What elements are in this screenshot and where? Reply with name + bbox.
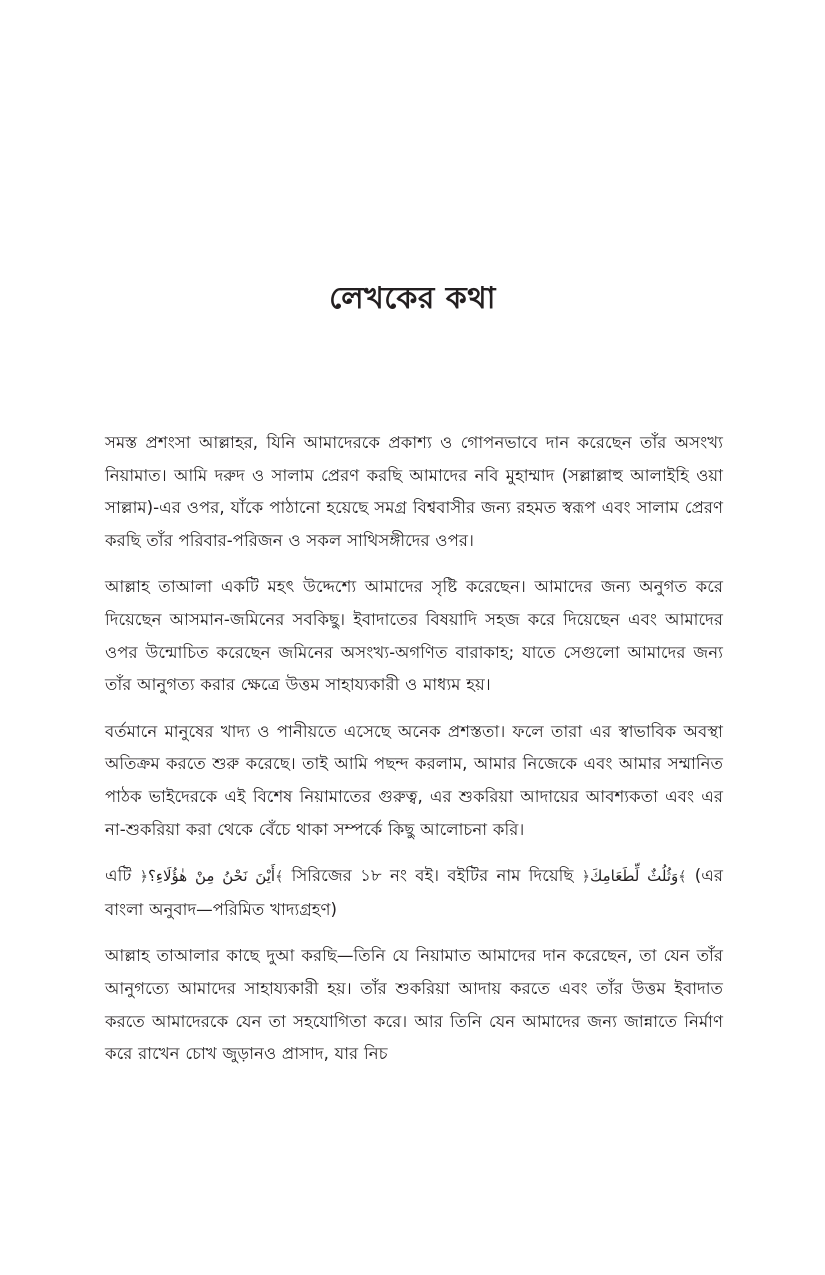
book-name-arabic: وَثُلُثٌ لِّطَعَامِكَ [589, 867, 679, 886]
series-prefix: এটি [105, 866, 132, 886]
paragraph-dua: আল্লাহ তাআলার কাছে দুআ করছি—তিনি যে নিয়ামাত আমাদের দান করেছেন, তা যেন তাঁর আনুগত্যে আমাদের সাহায্যকারী হয়। তাঁর শুকরিয়া আদায় করতে এবং তাঁর উত্তম ইবাদাত করতে আমাদেরকে যেন তা সহযোগিতা করে। আর তিনি যেন আমাদের জন্য জান্নাতে নির্মাণ করে রাখেন চোখ জুড়ানও প্রাসাদ, যার নিচ [105, 946, 723, 1064]
ornament-bracket-icon: ﴾ [275, 869, 284, 886]
chapter-title: লেখকের কথা [329, 281, 496, 316]
body-text [105, 427, 723, 1085]
paragraph-praise: সমস্ত প্রশংসা আল্লাহর, যিনি আমাদেরকে প্রকাশ্য ও গোপনভাবে দান করেছেন তাঁর অসংখ্য নিয়ামাত। আমি দরুদ ও সালাম প্রেরণ করছি আমাদের নবি মুহাম্মাদ (সল্লাল্লাহু আলাইহি ওয়া সাল্লাম)-এর ওপর, যাঁকে পাঠানো হয়েছে সমগ্র বিশ্ববাসীর জন্য রহমত স্বরূপ এবং সালাম প্রেরণ করছি তাঁর পরিবার-পরিজন ও সকল সাথিসঙ্গীদের ওপর। [105, 433, 723, 550]
paragraph-series-info [105, 860, 723, 926]
ornament-bracket-icon: ﴿ [139, 869, 148, 886]
paragraph-abundance: বর্তমানে মানুষের খাদ্য ও পানীয়তে এসেছে অনেক প্রশস্ততা। ফলে তারা এর স্বাভাবিক অবস্থা অতিক্রম করতে শুরু করেছে। তাই আমি পছন্দ করলাম, আমার নিজেকে এবং আমার সম্মানিত পাঠক ভাইদেরকে এই বিশেষ নিয়ামাতের গুরুত্ব, এর শুকরিয়া আদায়ের আবশ্যকতা এবং এর না-শুকরিয়া করা থেকে বেঁচে থাকা সম্পর্কে কিছু আলোচনা করি। [105, 721, 723, 839]
ornament-bracket-icon: ﴾ [678, 869, 687, 886]
book-name-translation: (এর বাংলা অনুবাদ—পরিমিত খাদ্যগ্রহণ) [105, 866, 723, 919]
paragraph-purpose: আল্লাহ তাআলা একটি মহৎ উদ্দেশ্যে আমাদের সৃষ্টি করেছেন। আমাদের জন্য অনুগত করে দিয়েছেন আসমান-জমিনের সবকিছু। ইবাদাতের বিষয়াদি সহজ করে দিয়েছেন এবং আমাদের ওপর উন্মোচিত করেছেন জমিনের অসংখ্য-অগণিত বারাকাহ; যাতে সেগুলো আমাদের জন্য তাঁর আনুগত্য করার ক্ষেত্রে উত্তম সাহায্যকারী ও মাধ্যম হয়। [105, 577, 723, 695]
series-name-arabic: أَيْنَ نَحْنُ مِنْ هٰؤُلَاءِ؟ [147, 867, 276, 886]
ornament-bracket-icon: ﴿ [581, 869, 590, 886]
series-middle-text: সিরিজের ১৮ নং বই। বইটির নাম দিয়েছি [291, 866, 574, 886]
